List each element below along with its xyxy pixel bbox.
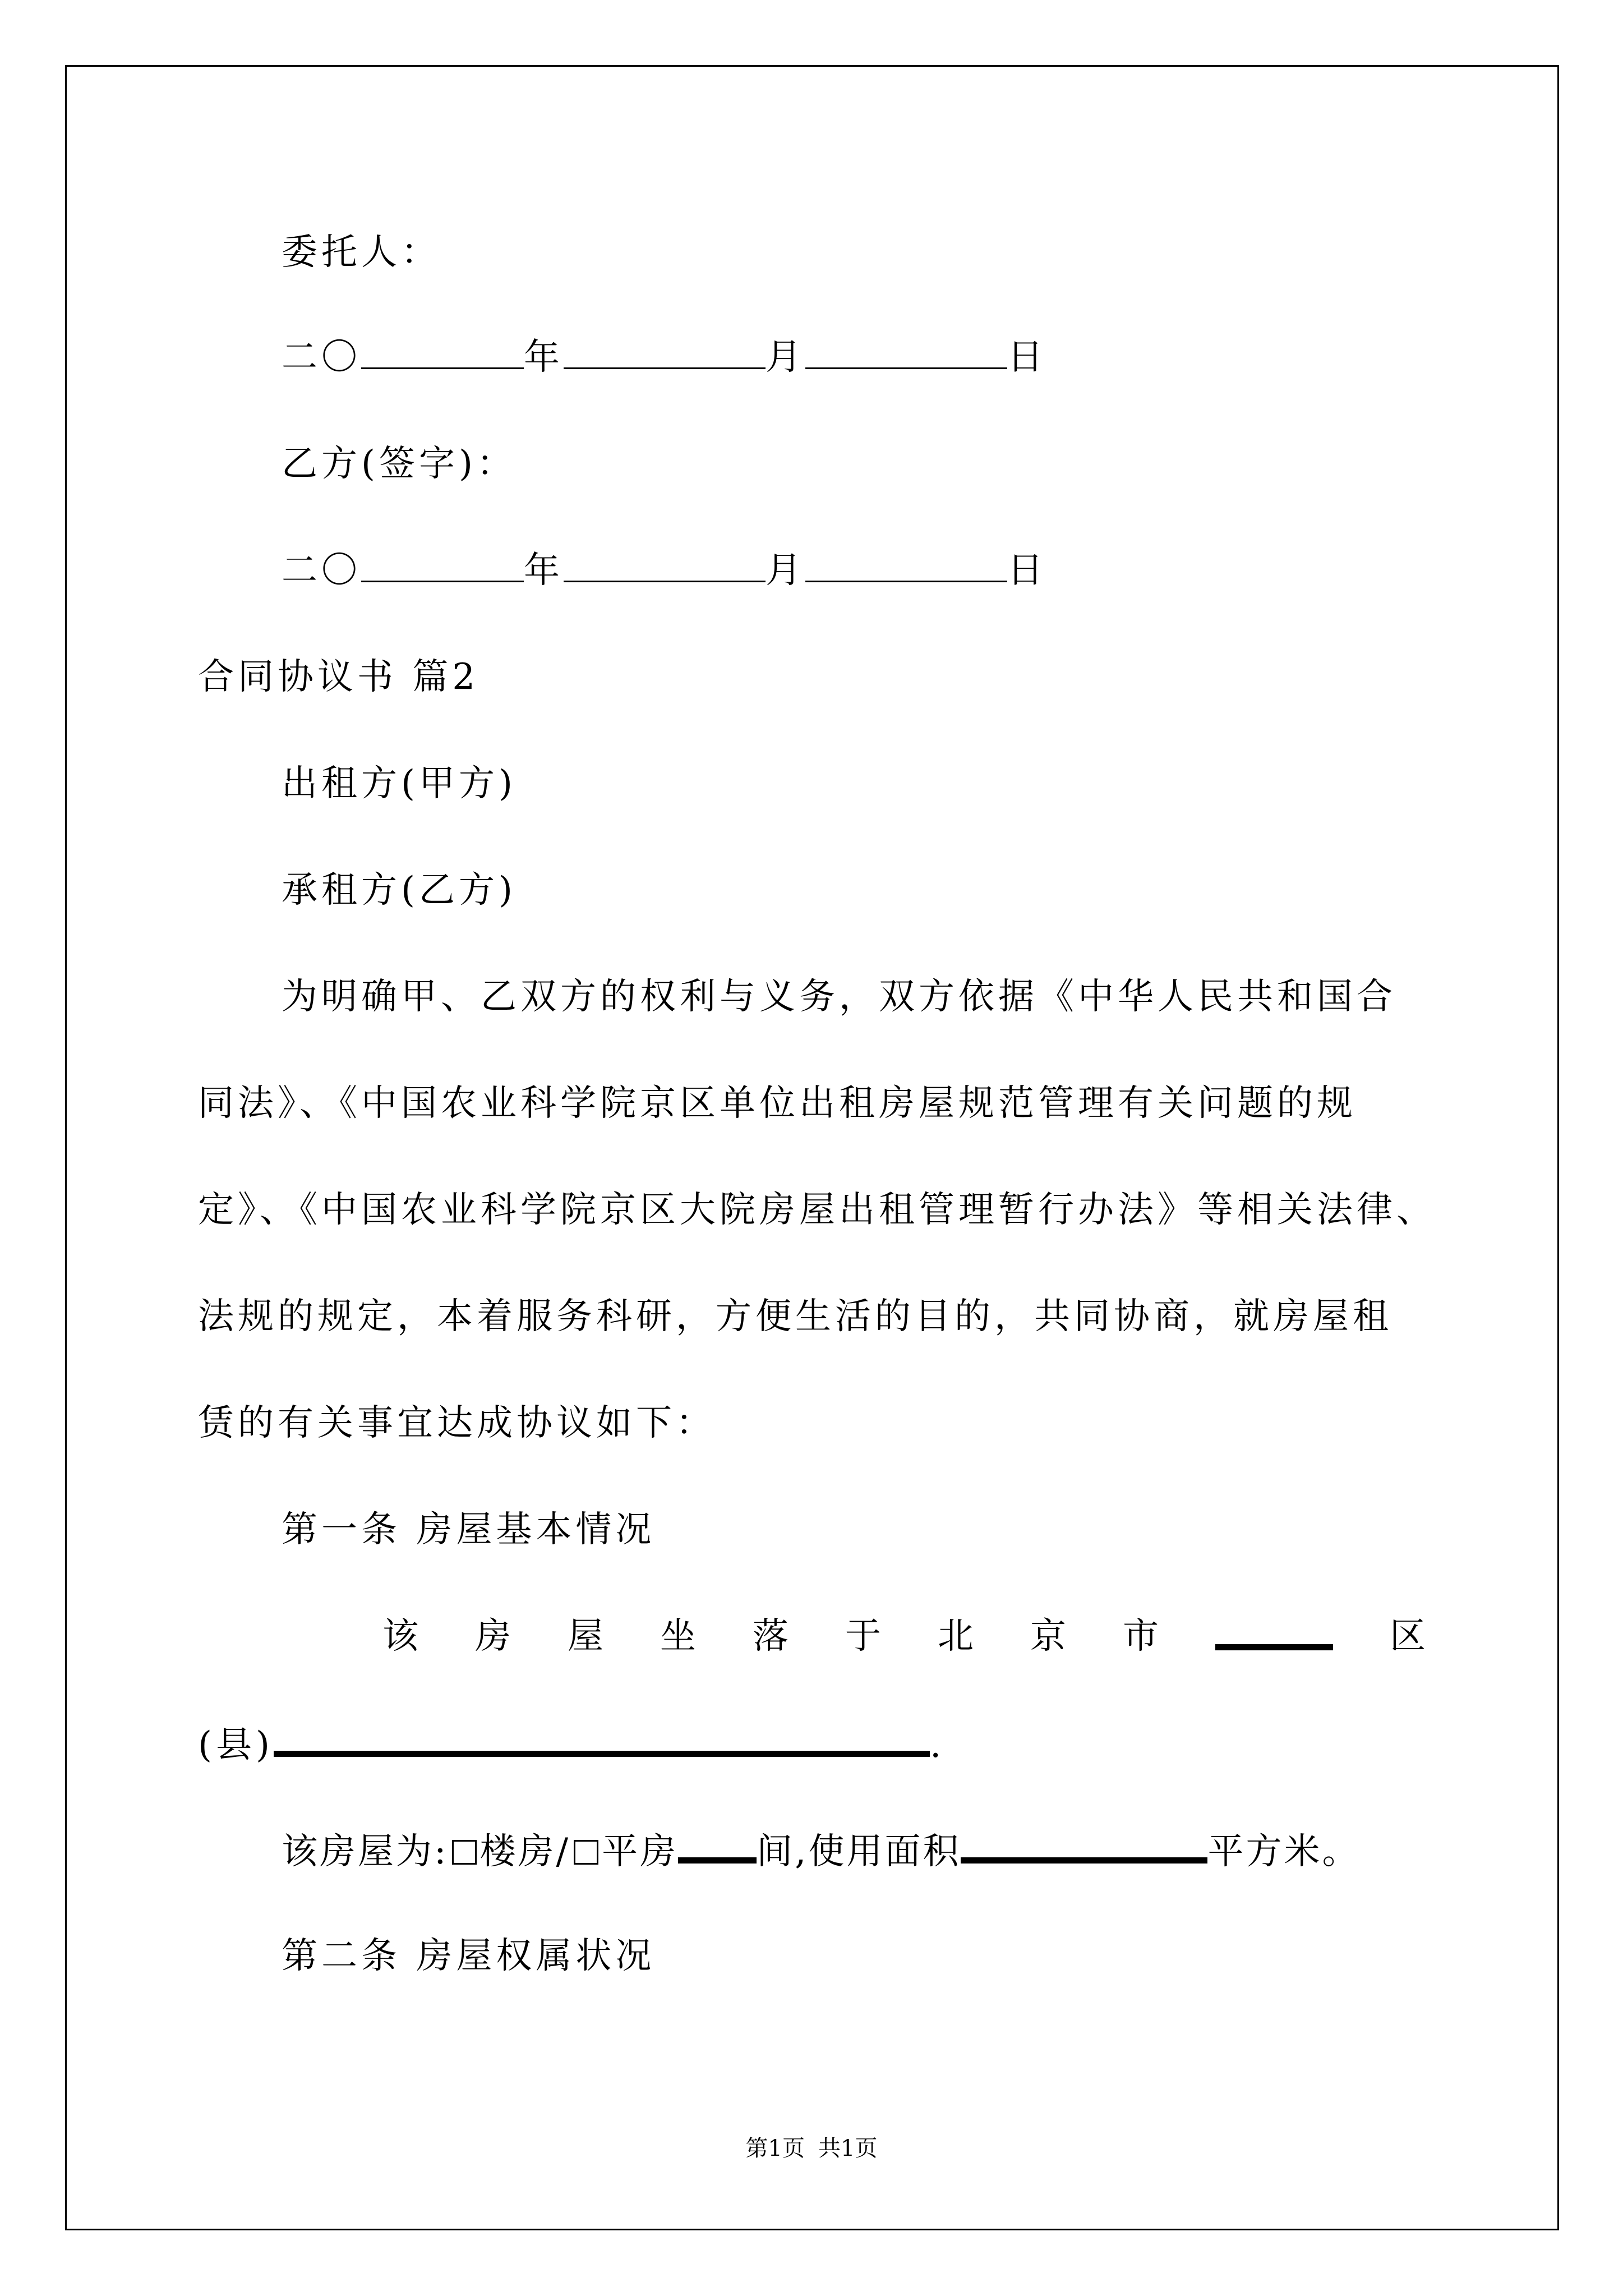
month-label: 月 — [766, 337, 805, 378]
location-char: 房 — [475, 1616, 511, 1657]
page-border — [65, 65, 1559, 2230]
day-blank — [805, 339, 1007, 369]
rooms-label: 间,使用面积 — [757, 1831, 961, 1872]
location-char: 京 — [1030, 1616, 1066, 1657]
day-label: 日 — [1007, 550, 1047, 591]
month-blank — [564, 553, 766, 582]
option-bungalow: 平房 — [602, 1831, 679, 1872]
paragraph-line: 赁的有关事宜达成协议如下： — [198, 1402, 716, 1444]
page-footer — [0, 2137, 1623, 2160]
lessor-label: 出租方(甲方) — [282, 763, 517, 804]
checkbox-icon[interactable] — [574, 1840, 598, 1865]
section-title: 合同协议书 篇2 — [198, 656, 479, 698]
year-blank — [361, 553, 524, 582]
date-line-1 — [282, 337, 1047, 378]
location-char: 该 — [382, 1616, 418, 1657]
checkbox-icon[interactable] — [452, 1840, 477, 1865]
location-char: 北 — [938, 1616, 974, 1657]
day-blank — [805, 553, 1007, 582]
location-char: 市 — [1123, 1616, 1159, 1657]
party-b-sign-label: 乙方(签字)： — [282, 443, 517, 485]
location-char: 落 — [753, 1616, 789, 1657]
year-label: 年 — [524, 550, 564, 591]
house-type-line — [282, 1832, 1360, 1870]
county-line — [198, 1724, 946, 1766]
lessee-label: 承租方(乙方) — [282, 869, 517, 911]
principal-label: 委托人： — [282, 232, 441, 273]
paragraph-line: 同法》、《中国农业科学院京区单位出租房屋规范管理有关问题的规 — [198, 1083, 1357, 1124]
page-total: 共1页 — [818, 2136, 878, 2161]
district-label: 区 — [1390, 1616, 1426, 1657]
page-current: 第1页 — [745, 2136, 805, 2161]
paragraph-line: 定》、《中国农业科学院京区大院房屋出租管理暂行办法》等相关法律、 — [198, 1189, 1436, 1231]
date-line-2 — [282, 550, 1047, 591]
area-blank — [961, 1832, 1207, 1864]
location-char: 于 — [845, 1616, 881, 1657]
location-line — [382, 1616, 1426, 1657]
date-prefix: 二〇 — [282, 337, 361, 378]
option-building: 楼房/ — [479, 1831, 571, 1872]
year-label: 年 — [524, 337, 564, 378]
paragraph-line: 法规的规定，本着服务科研，方便生活的目的，共同协商，就房屋租 — [198, 1296, 1393, 1337]
county-prefix: (县) — [198, 1724, 274, 1766]
paragraph-line: 为明确甲、乙双方的权利与义务，双方依据《中华人民共和国合 — [282, 976, 1396, 1018]
article-1-title: 第一条 房屋基本情况 — [282, 1509, 656, 1550]
date-prefix: 二〇 — [282, 550, 361, 591]
location-char: 坐 — [660, 1616, 696, 1657]
article-2-title: 第二条 房屋权属状况 — [282, 1935, 656, 1977]
month-blank — [564, 339, 766, 369]
month-label: 月 — [766, 550, 805, 591]
county-suffix: . — [929, 1724, 946, 1766]
rooms-blank — [678, 1832, 757, 1864]
district-blank — [1215, 1618, 1333, 1650]
day-label: 日 — [1007, 337, 1047, 378]
county-blank — [274, 1725, 930, 1757]
year-blank — [361, 339, 524, 369]
house-type-prefix: 该房屋为: — [282, 1831, 449, 1872]
location-char: 屋 — [568, 1616, 603, 1657]
area-unit: 平方米。 — [1207, 1831, 1361, 1872]
